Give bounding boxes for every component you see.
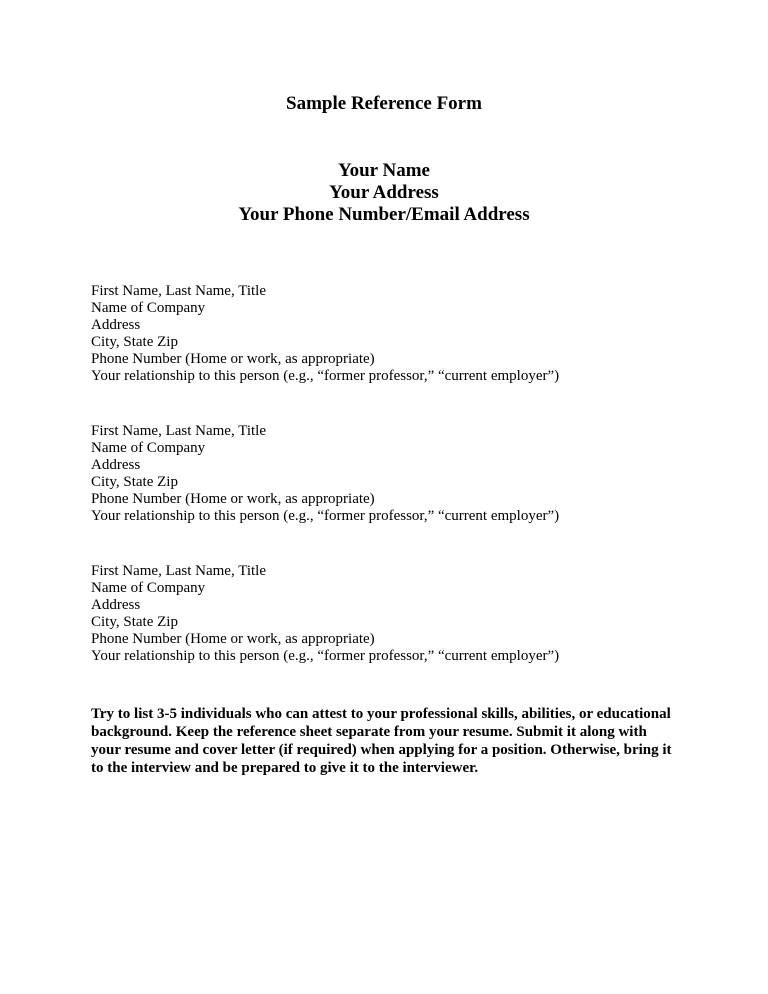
reference-city-state-zip: City, State Zip [91,614,178,630]
document-title: Sample Reference Form [286,93,482,114]
reference-company: Name of Company [91,300,206,316]
reference-entry-1 [91,283,711,385]
reference-entry-2 [91,423,711,525]
reference-phone: Phone Number (Home or work, as appropriate) [91,491,375,507]
personal-header [0,160,768,226]
header-contact: Your Phone Number/Email Address [238,204,530,225]
reference-company: Name of Company [91,440,206,456]
note-line: your resume and cover letter (if required) when applying for a position. Otherwise, bring it [91,742,672,758]
reference-relationship: Your relationship to this person (e.g., “former professor,” “current employer”) [91,508,560,524]
reference-relationship: Your relationship to this person (e.g., “former professor,” “current employer”) [91,368,560,384]
reference-address: Address [91,457,141,473]
note-line: Try to list 3-5 individuals who can attest to your professional skills, abilities, or educational [91,706,671,722]
header-name: Your Name [337,160,430,181]
reference-name-title: First Name, Last Name, Title [91,283,266,299]
reference-phone: Phone Number (Home or work, as appropriate) [91,631,375,647]
reference-name-title: First Name, Last Name, Title [91,423,266,439]
note-line: background. Keep the reference sheet separate from your resume. Submit it along with [91,724,647,740]
reference-relationship: Your relationship to this person (e.g., “former professor,” “current employer”) [91,648,560,664]
reference-name-title: First Name, Last Name, Title [91,563,266,579]
header-address: Your Address [329,182,439,203]
reference-company: Name of Company [91,580,206,596]
reference-entry-3 [91,563,711,665]
reference-address: Address [91,317,141,333]
reference-city-state-zip: City, State Zip [91,474,178,490]
reference-city-state-zip: City, State Zip [91,334,178,350]
note-line: to the interview and be prepared to give it to the interviewer. [91,760,479,776]
reference-phone: Phone Number (Home or work, as appropriate) [91,351,375,367]
reference-address: Address [91,597,141,613]
instructions-note [91,705,691,777]
